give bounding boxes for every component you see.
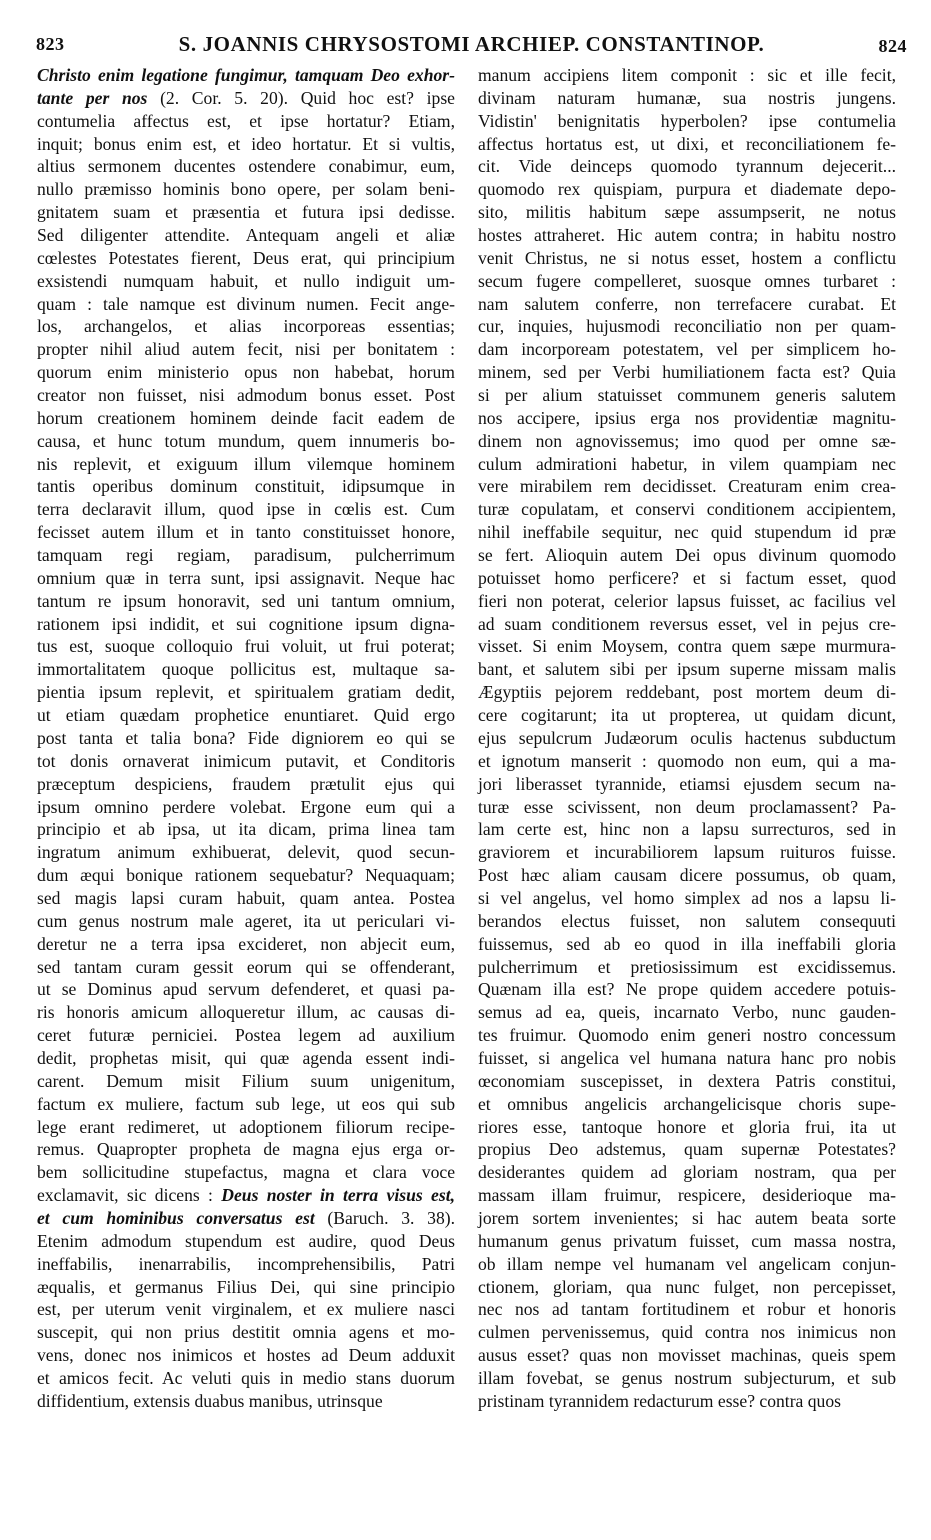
text-line: nihil ineffabile sequitur, nec quid stupendum id præ xyxy=(478,522,896,543)
text-line: tes fruimur. Quomodo enim generi nostro concessum xyxy=(478,1025,896,1046)
text-line: principio et ab ipsa, ut ita dicam, prima linea tam xyxy=(37,819,455,840)
text-line: ingratum animum exhibuerat, delevit, quod secun- xyxy=(37,842,455,863)
text-line: tus est, suoque colloquio frui voluit, ut frui poterat; xyxy=(37,636,455,657)
text-line: pristinam tyrannidem redacturum esse? contra quos xyxy=(478,1390,841,1411)
text-line: jori liberasset tyrannide, etiamsi ejusdem secum na- xyxy=(478,773,896,794)
text-line: diffidentium, extensis duabus manibus, utrinsque xyxy=(37,1390,383,1411)
text-line: dinem non agnovissemus; imo quod per omne sæ- xyxy=(478,430,896,451)
text-line: post tanta et talia bona? Fide digniorem eo qui se xyxy=(37,727,455,748)
text-line: factum ex muliere, factum sub lege, ut eos qui sub xyxy=(37,1093,455,1114)
text-line: dum æqui bonique rationem sequebatur? Nequaquam; xyxy=(37,865,455,886)
text-line: nam salutem conferre, non terrefacere curabat. Et xyxy=(478,293,896,314)
text-line: omnium quæ in terra sunt, ipsi assignavit. Neque hac xyxy=(37,567,455,588)
text-line: contumelia affectus est, et ipse hortatur? Etiam, xyxy=(37,110,455,131)
text-line: ut se Dominus apud servum defenderet, et quasi pa- xyxy=(37,979,455,1000)
text-line: quomodo rex quispiam, purpura et diademate depo- xyxy=(478,179,896,200)
text-line: venit Christus, ne si notus esset, hostem a conflictu xyxy=(478,247,896,268)
text-line: ceret futuræ perniciei. Postea legem ad auxilium xyxy=(37,1025,455,1046)
text-line: jorem sortem invenientes; si hac autem beata sorte xyxy=(478,1207,896,1228)
text-line: minem, sed per Verbi humiliationem facta est? Quia xyxy=(478,362,896,383)
text-line: tantum re ipsum honoravit, sed uni tantum omnium, xyxy=(37,590,455,611)
text-line: se fert. Alioquin autem Dei opus divinum quomodo xyxy=(478,545,896,566)
text-line: riores esse, tantoque honore et gloria frui, ita ut xyxy=(478,1116,896,1137)
text-line: tante per nos (2. Cor. 5. 20). Quid hoc est? ipse xyxy=(37,87,455,108)
text-line: inquit; bonus enim est, et ideo hortatur. Et si vultis, xyxy=(37,133,455,154)
text-line: divinam naturam humanæ, sua nostris jungens. xyxy=(478,87,896,108)
text-line: ejus sepulcrum Judæorum oculis hactenus subductum xyxy=(478,727,896,748)
text-line: sito, militis habitum sæpe assumpserit, ne notus xyxy=(478,202,896,223)
text-line: fecisset autem illum et in tanto constituisset honore, xyxy=(37,522,455,543)
text-line: immortalitatem quoque pollicitus est, multaque sa- xyxy=(37,659,455,680)
italic-quotation: Deus noster in terra visus est, xyxy=(221,1185,455,1206)
text-line: propius Deo adstemus, quam supernæ Potestates? xyxy=(478,1139,896,1160)
text-line: cœlestes Potestates fierent, Deus erat, qui principium xyxy=(37,247,455,268)
text-line: et cum hominibus conversatus est (Baruch. 3. 38). xyxy=(37,1207,455,1228)
text-line: dedit, prophetas misit, qui quæ agenda essent indi- xyxy=(37,1047,455,1068)
text-line: Post hæc aliam causam dicere possumus, ob quam, xyxy=(478,865,896,886)
text-line: secum fugere compelleret, suosque omnes turbaret : xyxy=(478,270,896,291)
text-line: quorum enim ministerio opus non habebat, horum xyxy=(37,362,455,383)
text-line: affectus hortatus est, ut dixi, et reconciliationem fe- xyxy=(478,133,896,154)
text-line: exclamavit, sic dicens : Deus noster in terra visus est, xyxy=(37,1185,455,1206)
text-line: ineffabilis, inenarrabilis, incomprehensibilis, Patri xyxy=(37,1253,455,1274)
text-line: propter nihil aliud autem fecit, nisi per bonitatem : xyxy=(37,339,455,360)
text-line: fieri non poterat, celerior lapsus fuisset, ac facilius vel xyxy=(478,590,896,611)
text-line: vere mirabilem rem decidisset. Creaturam enim crea- xyxy=(478,476,896,497)
text-line: nullo præmisso hominis bono opere, per solam beni- xyxy=(37,179,455,200)
text-line: et amicos fecit. Ac veluti quis in medio stans duorum xyxy=(37,1367,455,1388)
italic-quotation: et cum hominibus conversatus est xyxy=(37,1207,315,1228)
text-line: bant, et salutem sibi per ipsum superne missam malis xyxy=(478,659,896,680)
running-title: S. JOANNIS CHRYSOSTOMI ARCHIEP. CONSTANTINOP. xyxy=(178,32,765,56)
text-line: suscepit, qui non prius destitit omnia agens et mo- xyxy=(37,1322,455,1343)
text-line: semus ad ea, queis, incarnato Verbo, nunc gauden- xyxy=(478,1002,896,1023)
text-line: si vel angelus, vel homo simplex ad nos a lapsu li- xyxy=(478,887,896,908)
text-line: ipsum omnino perdere volebat. Ergone eum qui a xyxy=(37,796,455,817)
text-line: et ignotum manserit : quomodo non eum, qui a ma- xyxy=(478,750,896,771)
page-number-right: 824 xyxy=(878,36,907,56)
text-line: tantis operibus dominum constituit, idipsumque in xyxy=(37,476,455,497)
text-line: potuisset homo perficere? et si factum esset, quod xyxy=(478,567,896,588)
text-line: turæ esse scivissent, non deum proclamassent? Pa- xyxy=(478,796,896,817)
text-line: Sed diligenter attendite. Antequam angeli et aliæ xyxy=(37,225,455,246)
text-line: ob illam nempe vel humanam vel angelicam conjun- xyxy=(478,1253,896,1274)
text-line: causa, et hunc totum mundum, quem innumeris bo- xyxy=(37,430,455,451)
text-line: ut etiam quædam prophetice enuntiaret. Quid ergo xyxy=(37,705,455,726)
text-line: nec nos ad tantam fortitudinem et robur et honoris xyxy=(478,1299,896,1320)
text-line: turæ copulatam, et conservi conditionem accipientem, xyxy=(478,499,896,520)
text-line: et omnibus angelicis archangelicisque choris supe- xyxy=(478,1093,896,1114)
text-line: tot donis ornaverat inimicum putavit, et Conditoris xyxy=(37,750,455,771)
text-line: est, per uterum venit virginalem, et ex muliere nasci xyxy=(37,1299,455,1320)
text-line: horum creationem hominem deinde facit eadem de xyxy=(37,407,455,428)
text-line: quam : tale namque est divinum numen. Fecit ange- xyxy=(37,293,455,314)
text-line: desiderantes quidem ad gloriam nostram, qua per xyxy=(478,1162,896,1183)
text-line: sed tantam curam gessit eorum qui se offenderant, xyxy=(37,956,455,977)
text-line: fuissemus, sed ab eo quod in illa ineffabili gloria xyxy=(478,933,896,954)
text-line: cur, inquies, hujusmodi reconciliatio non per quam- xyxy=(478,316,896,337)
text-line: nos accipere, ipsius erga nos providentiæ magnitu- xyxy=(478,407,896,428)
text-line: humanum genus privatum fuisset, cum massa nostra, xyxy=(478,1230,896,1251)
text-line: massam illam fruimur, respicere, desiderioque ma- xyxy=(478,1185,896,1206)
text-line: creator non fuisset, nisi admodum bonus esset. Post xyxy=(37,385,455,406)
text-line: rationem ipsi indidit, et sui cognitione ipsum digna- xyxy=(37,613,455,634)
text-line: cere cogitarunt; ita ut propterea, ut quidam dicunt, xyxy=(478,705,896,726)
italic-citation: Christo enim legatione fungimur, tamquam Deo exhor- xyxy=(37,65,455,85)
text-line: sed magis lapsi curam habuit, quam antea. Postea xyxy=(37,887,455,908)
text-line: si per alium statuisset communem generis salutem xyxy=(478,385,896,406)
text-line: præceptum despiciens, fraudem prætulit ejus qui xyxy=(37,773,455,794)
text-line: remus. Quapropter propheta de magna ejus erga or- xyxy=(37,1139,455,1160)
text-line: ctionem, gloriam, qua nunc fulget, non percepisset, xyxy=(478,1276,896,1297)
text-line: los, archangelos, et alias incorporeas essentias; xyxy=(37,316,455,337)
text-line: graviorem et incurabiliorem lapsum ruituros fuisse. xyxy=(478,842,896,863)
text-line: gnitatem suam et præsentia et futura ipsi dedisse. xyxy=(37,202,455,223)
text-line: ausus esset? quas non movisset machinas, queis spem xyxy=(478,1345,896,1366)
text-line: cum genus nostrum male ageret, ita ut periculari vi- xyxy=(37,910,455,931)
text-line: Quænam illa est? Ne prope quidem accedere potuis- xyxy=(478,979,896,1000)
text-line: pulcherrimum et pretiosissimum est excidissemus. xyxy=(478,956,896,977)
left-text-column xyxy=(37,64,455,1413)
text-line: pientia ipsum replevit, et spiritualem gratiam dedit, xyxy=(37,682,455,703)
text-line: Etenim admodum stupendum est audire, quod Deus xyxy=(37,1230,455,1251)
text-line: altius sermonem ducentes ostendere conabimur, eum, xyxy=(37,156,455,177)
text-line: ris honoris amicum alloqueretur illum, ac causas di- xyxy=(37,1002,455,1023)
text-line: lam certe est, hinc non a lapsu surrecturos, sed in xyxy=(478,819,896,840)
text-line: dam incorpoream potestatem, vel per simplicem ho- xyxy=(478,339,896,360)
text-line: cit. Vide deinceps quomodo tyrannum dejecerit... xyxy=(478,156,896,177)
text-line: exsistendi numquam habuit, et nullo indiguit um- xyxy=(37,270,455,291)
text-line: culum admirationi habetur, in vilem quampiam nec xyxy=(478,453,896,474)
text-line: terra declaravit illum, quod ipse in cœlis est. Cum xyxy=(37,499,455,520)
text-line: bem sollicitudine stupefactus, magna et clara voce xyxy=(37,1162,455,1183)
text-line: fuisset, si angelica vel humana natura hanc pro nobis xyxy=(478,1047,896,1068)
right-text-column xyxy=(478,64,896,1413)
text-line: ad suam conditionem reversus esset, vel in pejus cre- xyxy=(478,613,896,634)
text-line xyxy=(37,64,455,87)
text-line: tamquam regi regiam, paradisum, pulcherrimum xyxy=(37,545,455,566)
text-line: culmen pervenissemus, quid contra nos inimicus non xyxy=(478,1322,896,1343)
text-line: vens, donec nos inimicos et hostes ad Deum adduxit xyxy=(37,1345,455,1366)
text-line: æqualis, et germanus Filius Dei, qui sine principio xyxy=(37,1276,455,1297)
text-line: œconomiam suscepisset, in dextera Patris constitui, xyxy=(478,1070,896,1091)
text-line: manum accipiens litem componit : sic et ille fecit, xyxy=(478,65,896,85)
text-line: visset. Si enim Moysem, contra quem sæpe murmura- xyxy=(478,636,896,657)
text-line: berandos electus fuisset, non salutem consequuti xyxy=(478,910,896,931)
text-line: Vidistin' benignitatis hyperbolen? ipse contumelia xyxy=(478,110,896,131)
text-line: deretur ne a terra ipsa excideret, non abjecit eum, xyxy=(37,933,455,954)
text-line: Ægyptiis pejorem reddebant, post mortem deum di- xyxy=(478,682,896,703)
text-line: illam fovebat, se genus nostrum subjecturum, et sub xyxy=(478,1367,896,1388)
text-line: nis replevit, et exiguum illum vilemque hominem xyxy=(37,453,455,474)
page-number-left: 823 xyxy=(36,34,65,54)
text-line: carent. Demum misit Filium suum unigenitum, xyxy=(37,1070,455,1091)
text-line: lege erant redimeret, ut adoptionem filiorum recipe- xyxy=(37,1116,455,1137)
page-header xyxy=(36,30,907,62)
italic-citation: tante per nos xyxy=(37,87,161,108)
text-line: hostes attraheret. Hic autem contra; in habitu nostro xyxy=(478,225,896,246)
